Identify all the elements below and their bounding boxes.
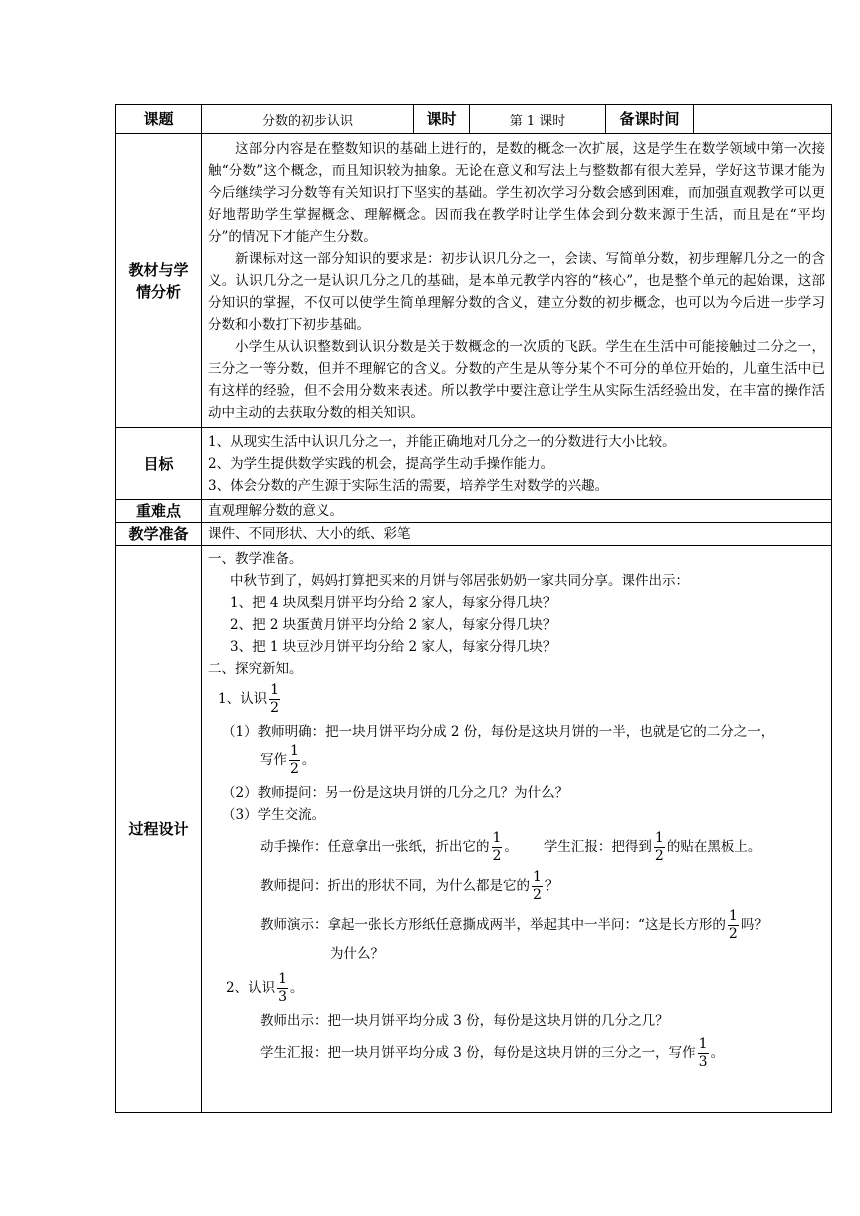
- fraction-one-third: $\frac{1}{3}$: [698, 1036, 708, 1070]
- section-title: 一、教学准备。: [208, 551, 303, 567]
- preparation-label: 教学准备: [116, 523, 202, 546]
- process-line: 动手操作：任意拿出一张纸，折出它的 $\frac{1}{2}$ 。 学生汇报：把得到 $\frac{1}{2}$ 的贴在黑板上。: [260, 830, 762, 864]
- process-row: [116, 546, 832, 1113]
- prep-time-value: [694, 105, 832, 134]
- process-line: 1、把 4 块凤梨月饼平均分给 2 家人，每家分得几块？: [230, 595, 557, 611]
- prep-time-label: 备课时间: [606, 105, 694, 134]
- process-line: （2）教师提问：另一份是这块月饼的几分之几？为什么？: [222, 785, 569, 801]
- key-points-row: [116, 500, 832, 523]
- fraction-one-third: $\frac{1}{3}$: [278, 971, 288, 1005]
- process-line: 教师出示：把一块月饼平均分成 3 份，每份是这块月饼的几分之几？: [260, 1013, 669, 1029]
- goal-item: 1、从现实生活中认识几分之一，并能正确地对几分之一的分数进行大小比较。: [208, 433, 676, 450]
- topic-value: 分数的初步认识: [202, 105, 414, 134]
- topic-label: 课题: [116, 105, 202, 134]
- process-line: 教师演示：拿起一张长方形纸任意撕成两半，举起其中一半问：“这是长方形的 $\frac{1}{2}$ 吗？: [260, 908, 768, 942]
- process-line: 中秋节到了，妈妈打算把买来的月饼与邻居张奶奶一家共同分享。课件出示：: [230, 573, 689, 589]
- fraction-one-half: $\frac{1}{2}$: [290, 743, 299, 777]
- analysis-label: 教材与学情分析: [116, 134, 202, 428]
- key-points-label: 重难点: [116, 500, 202, 523]
- process-line: （3）学生交流。: [222, 807, 326, 823]
- process-line: 写作 $\frac{1}{2}$ 。: [260, 743, 316, 777]
- period-value: 第 1 课时: [470, 105, 606, 134]
- goals-label: 目标: [116, 428, 202, 500]
- analysis-paragraph: 这部分内容是在整数知识的基础上进行的，是数的概念一次扩展，这是学生在数学领域中第一次接触“分数”这个概念，而且知识较为抽象。无论在意义和写法上与整数都有很大差异，学好这节课才能为今后继续学习分数等有关知识打下坚实的基础。学生初次学习分数会感到困难，而加强直观教学可以更好地帮助学生掌握概念、理解概念。因而我在教学时让学生体会到分数来源于生活，而且是在“平均分”的情况下才能产生分数。: [208, 140, 825, 245]
- process-line: 2、认识 $\frac{1}{3}$ 。: [226, 971, 304, 1005]
- period-label: 课时: [414, 105, 470, 134]
- fraction-one-half: $\frac{1}{2}$: [654, 830, 664, 864]
- section-title: 二、探究新知。: [208, 661, 303, 677]
- goal-item: 2、为学生提供数学实践的机会，提高学生动手操作能力。: [208, 455, 555, 472]
- preparation-row: [116, 523, 832, 546]
- process-line: 为什么？: [330, 946, 384, 962]
- process-line: （1）教师明确：把一块月饼平均分成 2 份，每份是这块月饼的一半，也就是它的二分之一，: [222, 724, 775, 740]
- key-points-value: 直观理解分数的意义。: [202, 500, 832, 523]
- process-label: 过程设计: [116, 546, 202, 1113]
- process-line: 2、把 2 块蛋黄月饼平均分给 2 家人，每家分得几块？: [230, 617, 557, 633]
- process-content: [202, 546, 832, 1113]
- analysis-content: [202, 134, 832, 428]
- process-line: 学生汇报：把一块月饼平均分成 3 份，每份是这块月饼的三分之一，写作 $\frac{1}{3}$ 。: [260, 1036, 725, 1070]
- analysis-paragraph: 小学生从认识整数到认识分数是关于数概念的一次质的飞跃。学生在生活中可能接触过二分之一，三分之一等分数，但并不理解它的含义。分数的产生是从等分某个不可分的单位开始的，儿童生活中已有这样的经验，但不会用分数来表述。所以教学中要注意让学生从实际生活经验出发，在丰富的操作活动中主动的去获取分数的相关知识。: [208, 338, 825, 421]
- process-line: 1、认识 $\frac{1}{2}$: [218, 682, 280, 716]
- fraction-one-half: $\frac{1}{2}$: [728, 908, 738, 942]
- fraction-one-half: $\frac{1}{2}$: [533, 869, 542, 903]
- process-line: 3、把 1 块豆沙月饼平均分给 2 家人，每家分得几块？: [230, 639, 557, 655]
- goals-content: [202, 428, 832, 500]
- analysis-row: [116, 134, 832, 428]
- header-row: [116, 105, 832, 134]
- fraction-one-half: $\frac{1}{2}$: [492, 830, 502, 864]
- fraction-one-half: $\frac{1}{2}$: [270, 682, 280, 716]
- goals-row: [116, 428, 832, 500]
- lesson-plan-table: [115, 104, 832, 1113]
- process-line: 教师提问：折出的形状不同，为什么都是它的 $\frac{1}{2}$ ？: [260, 869, 559, 903]
- analysis-paragraph: 新课标对这一部分知识的要求是：初步认识几分之一，会读、写简单分数，初步理解几分之一的含义。认识几分之一是认识几分之几的基础，是本单元教学内容的“核心”，也是整个单元的起始课，这部分知识的掌握，不仅可以使学生简单理解分数的含义，建立分数的初步概念，也可以为今后进一步学习分数和小数打下初步基础。: [208, 250, 825, 333]
- preparation-value: 课件、不同形状、大小的纸、彩笔: [202, 523, 832, 546]
- goal-item: 3、体会分数的产生源于实际生活的需要，培养学生对数学的兴趣。: [208, 477, 609, 494]
